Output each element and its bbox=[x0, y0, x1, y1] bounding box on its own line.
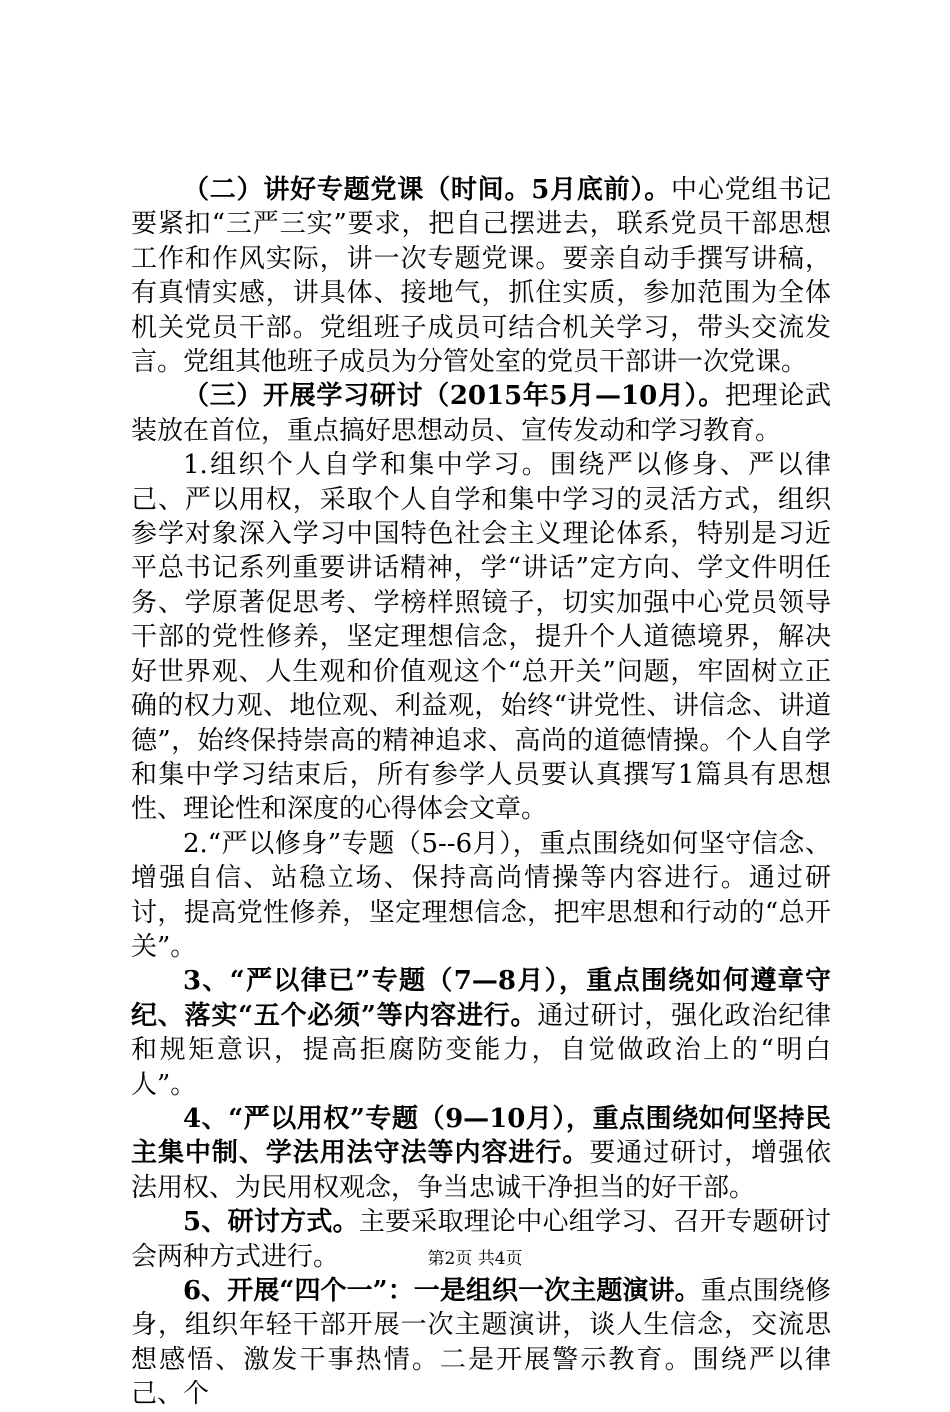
paragraph-item-6 bbox=[131, 1274, 831, 1412]
page-footer: 第2页 共4页 bbox=[427, 1249, 523, 1269]
paragraph-text: 把理论武装放在首位，重点搞好思想动员、宣传发动和学习教育。 bbox=[131, 381, 831, 446]
paragraph-heading: （三）开展学习研讨（2015年5月—10月）。 bbox=[183, 381, 725, 412]
paragraph-text: 重点围绕修身，组织年轻干部开展一次主题演讲，谈人生信念，交流思想感悟、激发干事热情。二是开展警示教育。围绕严以律己、个 bbox=[131, 1276, 831, 1410]
paragraph-study bbox=[131, 379, 831, 448]
paragraph-item-1 bbox=[131, 448, 831, 826]
paragraph-heading: 3、“严以律已”专题（7—8月），重点围绕如何遵章守纪、落实“五个必须”等内容进行。 bbox=[131, 966, 831, 1031]
paragraph-text: 2.“严以修身”专题（5--6月），重点围绕如何坚守信念、增强自信、站稳立场、保持高尚情操等内容进行。通过研讨，提高党性修养，坚定理想信念，把牢思想和行动的“总开关”。 bbox=[131, 828, 831, 962]
paragraph-heading: （二）讲好专题党课（时间。5月底前）。 bbox=[183, 175, 672, 205]
document-body bbox=[131, 173, 831, 1412]
paragraph-text: 要通过研讨，增强依法用权、为民用权观念，争当忠诚干净担当的好干部。 bbox=[131, 1138, 831, 1203]
paragraph-text: 主要采取理论中心组学习、召开专题研讨会两种方式进行。 bbox=[131, 1207, 831, 1272]
paragraph-heading: 6、开展“四个一”：一是组织一次主题演讲。 bbox=[183, 1276, 701, 1306]
paragraph-text: 中心党组书记要紧扣“三严三实”要求，把自己摆进去，联系党员干部思想工作和作风实际，讲一次专题党课。要亲自动手撰写讲稿，有真情实感，讲具体、接地气，抓住实质，参加范围为全体机关党员干部。党组班子成员可结合机关学习，带头交流发言。党组其他班子成员为分管处室的党员干部讲一次党课。 bbox=[131, 175, 831, 378]
paragraph-heading: 5、研讨方式。 bbox=[183, 1207, 359, 1238]
paragraph-text: 1.组织个人自学和集中学习。围绕严以修身、严以律己、严以用权，采取个人自学和集中学习的灵活方式，组织参学对象深入学习中国特色社会主义理论体系，特别是习近平总书记系列重要讲话精神，学“讲话”定方向、学文件明任务、学原著促思考、学榜样照镜子，切实加强中心党员领导干部的党性修养，坚定理想信念，提升个人道德境界，解决好世界观、人生观和价值观这个“总开关”问题，牢固树立正确的权力观、地位观、利益观，始终“讲党性、讲信念、讲道德”，始终保持崇高的精神追求、高尚的道德情操。个人自学和集中学习结束后，所有参学人员要认真撰写1篇具有思想性、理论性和深度的心得体会文章。 bbox=[131, 450, 831, 825]
paragraph-item-2 bbox=[131, 827, 831, 965]
paragraph-text: 通过研讨，强化政治纪律和规矩意识，提高拒腐防变能力，自觉做政治上的“明白人”。 bbox=[131, 1000, 831, 1100]
paragraph-lecture bbox=[131, 173, 831, 379]
paragraph-heading: 4、“严以用权”专题（9—10月），重点围绕如何坚持民主集中制、学法用法守法等内容进行。 bbox=[131, 1103, 831, 1169]
paragraph-item-3 bbox=[131, 964, 831, 1102]
paragraph-item-4 bbox=[131, 1102, 831, 1205]
